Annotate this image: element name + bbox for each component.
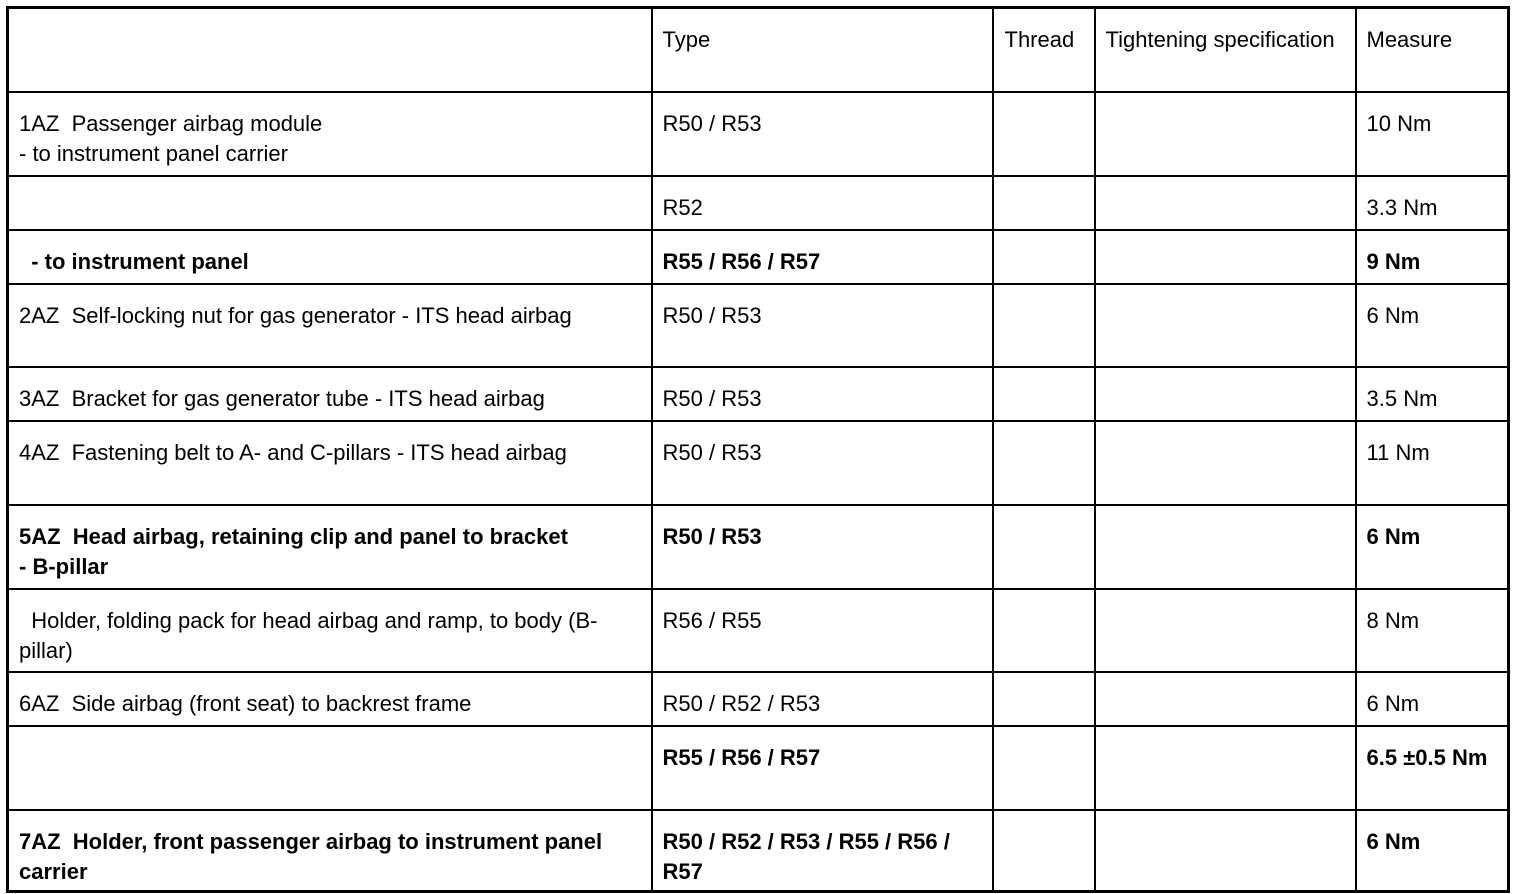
measure-cell: 6 Nm: [1356, 810, 1509, 892]
table-body: [8, 8, 1509, 892]
table-row: [8, 589, 1509, 672]
thread-cell: [993, 421, 1095, 505]
measure-cell: 9 Nm: [1356, 230, 1509, 284]
type-cell: R50 / R53: [652, 284, 993, 367]
measure-cell: 3.5 Nm: [1356, 367, 1509, 421]
type-cell: R52: [652, 176, 993, 230]
thread-cell: [993, 810, 1095, 892]
measure-cell: 6.5 ±0.5 Nm: [1356, 726, 1509, 810]
tightening-cell: [1095, 672, 1356, 726]
component-cell: 7AZ Holder, front passenger airbag to instrument panel carrier: [8, 810, 652, 892]
table-row: [8, 367, 1509, 421]
type-cell: R50 / R52 / R53 / R55 / R56 / R57: [652, 810, 993, 892]
header-component: [8, 8, 652, 92]
component-cell: 6AZ Side airbag (front seat) to backrest frame: [8, 672, 652, 726]
header-measure: Measure: [1356, 8, 1509, 92]
tightening-cell: [1095, 284, 1356, 367]
thread-cell: [993, 92, 1095, 176]
header-row: [8, 8, 1509, 92]
component-cell: 2AZ Self-locking nut for gas generator - ITS head airbag: [8, 284, 652, 367]
table-row: [8, 726, 1509, 810]
component-cell: 5AZ Head airbag, retaining clip and panel to bracket - B-pillar: [8, 505, 652, 589]
table-row: [8, 284, 1509, 367]
measure-cell: 6 Nm: [1356, 672, 1509, 726]
component-cell: 1AZ Passenger airbag module - to instrument panel carrier: [8, 92, 652, 176]
type-cell: R50 / R53: [652, 367, 993, 421]
component-cell: 4AZ Fastening belt to A- and C-pillars - ITS head airbag: [8, 421, 652, 505]
type-cell: R55 / R56 / R57: [652, 230, 993, 284]
type-cell: R56 / R55: [652, 589, 993, 672]
tightening-cell: [1095, 726, 1356, 810]
component-cell: 3AZ Bracket for gas generator tube - ITS head airbag: [8, 367, 652, 421]
thread-cell: [993, 176, 1095, 230]
header-thread: Thread: [993, 8, 1095, 92]
type-cell: R50 / R53: [652, 505, 993, 589]
thread-cell: [993, 505, 1095, 589]
thread-cell: [993, 672, 1095, 726]
component-cell: [8, 726, 652, 810]
tightening-cell: [1095, 367, 1356, 421]
tightening-cell: [1095, 92, 1356, 176]
type-cell: R55 / R56 / R57: [652, 726, 993, 810]
header-type: Type: [652, 8, 993, 92]
table-row: [8, 230, 1509, 284]
thread-cell: [993, 367, 1095, 421]
type-cell: R50 / R52 / R53: [652, 672, 993, 726]
thread-cell: [993, 589, 1095, 672]
measure-cell: 6 Nm: [1356, 505, 1509, 589]
component-cell: - to instrument panel: [8, 230, 652, 284]
tightening-cell: [1095, 505, 1356, 589]
table-row: [8, 672, 1509, 726]
component-cell: Holder, folding pack for head airbag and ramp, to body (B-pillar): [8, 589, 652, 672]
tightening-cell: [1095, 230, 1356, 284]
tightening-cell: [1095, 810, 1356, 892]
table-row: [8, 505, 1509, 589]
table-row: [8, 810, 1509, 892]
torque-spec-table: [6, 6, 1510, 893]
thread-cell: [993, 726, 1095, 810]
measure-cell: 8 Nm: [1356, 589, 1509, 672]
tightening-cell: [1095, 421, 1356, 505]
type-cell: R50 / R53: [652, 92, 993, 176]
measure-cell: 10 Nm: [1356, 92, 1509, 176]
table-row: [8, 176, 1509, 230]
measure-cell: 3.3 Nm: [1356, 176, 1509, 230]
measure-cell: 11 Nm: [1356, 421, 1509, 505]
thread-cell: [993, 230, 1095, 284]
thread-cell: [993, 284, 1095, 367]
type-cell: R50 / R53: [652, 421, 993, 505]
tightening-cell: [1095, 589, 1356, 672]
measure-cell: 6 Nm: [1356, 284, 1509, 367]
header-tightening: Tightening specification: [1095, 8, 1356, 92]
component-cell: [8, 176, 652, 230]
table-row: [8, 421, 1509, 505]
table-row: [8, 92, 1509, 176]
tightening-cell: [1095, 176, 1356, 230]
